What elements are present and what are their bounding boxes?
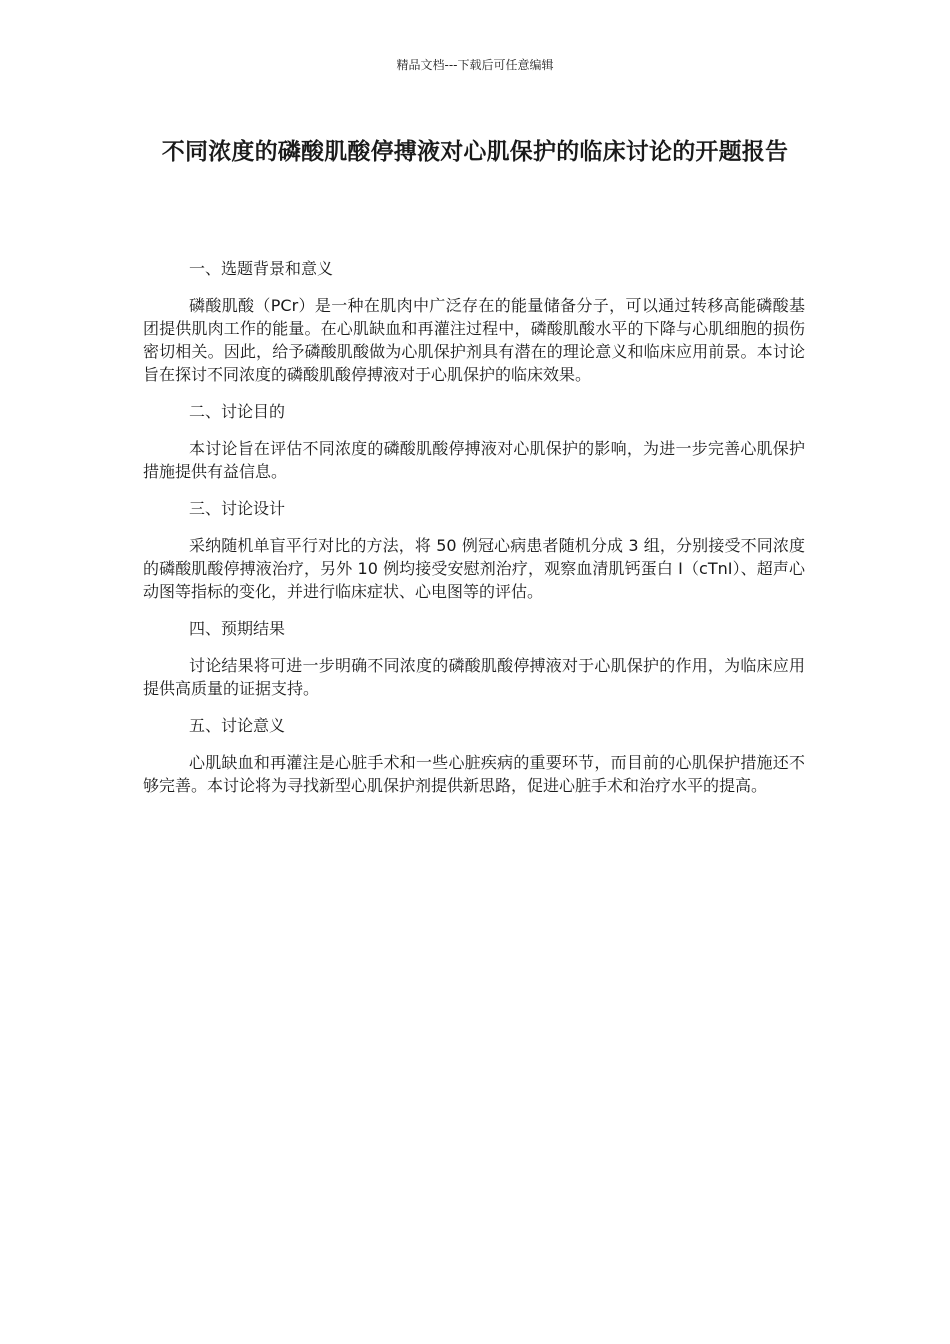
- document-body: [143, 257, 805, 811]
- document-title: 不同浓度的磷酸肌酸停搏液对心肌保护的临床讨论的开题报告: [161, 139, 789, 165]
- section-body-purpose: 本讨论旨在评估不同浓度的磷酸肌酸停搏液对心肌保护的影响，为进一步完善心肌保护措施提供有益信息。: [143, 439, 805, 481]
- section-heading-purpose: 二、讨论目的: [189, 402, 286, 421]
- section-body-design: 采纳随机单盲平行对比的方法，将 50 例冠心病患者随机分成 3 组，分别接受不同浓度的磷酸肌酸停搏液治疗，另外 10 例均接受安慰剂治疗，观察血清肌钙蛋白 I（cTnI）、超声心动图等指标的变化，并进行临床症状、心电图等的评估。: [143, 536, 805, 601]
- section-body-expected-results: 讨论结果将可进一步明确不同浓度的磷酸肌酸停搏液对于心肌保护的作用，为临床应用提供高质量的证据支持。: [143, 656, 805, 698]
- section-body-significance: 心肌缺血和再灌注是心脏手术和一些心脏疾病的重要环节，而目前的心肌保护措施还不够完善。本讨论将为寻找新型心肌保护剂提供新思路，促进心脏手术和治疗水平的提高。: [143, 753, 805, 795]
- section-body-background: 磷酸肌酸（PCr）是一种在肌肉中广泛存在的能量储备分子，可以通过转移高能磷酸基团提供肌肉工作的能量。在心肌缺血和再灌注过程中，磷酸肌酸水平的下降与心肌细胞的损伤密切相关。因此，给予磷酸肌酸做为心肌保护剂具有潜在的理论意义和临床应用前景。本讨论旨在探讨不同浓度的磷酸肌酸停搏液对于心肌保护的临床效果。: [143, 296, 805, 384]
- section-heading-significance: 五、讨论意义: [189, 716, 286, 735]
- section-heading-expected-results: 四、预期结果: [189, 619, 286, 638]
- header-note: 精品文档---下载后可任意编辑: [396, 58, 554, 72]
- section-heading-design: 三、讨论设计: [189, 499, 286, 518]
- section-heading-background: 一、选题背景和意义: [189, 259, 334, 278]
